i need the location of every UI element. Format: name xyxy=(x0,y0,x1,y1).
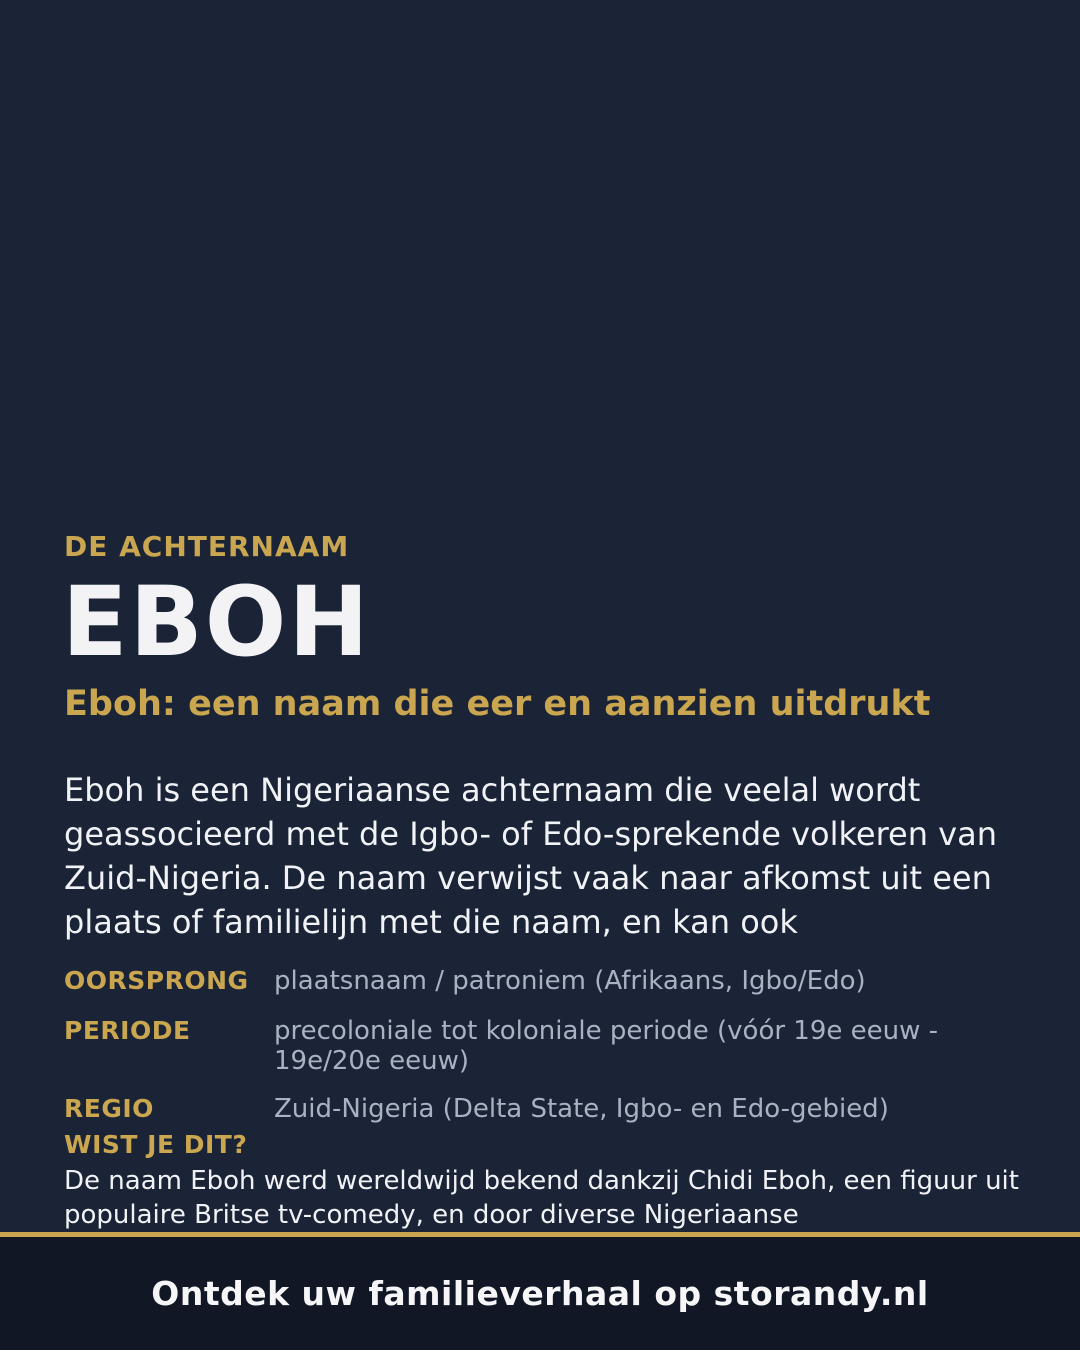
fact-value-region: Zuid-Nigeria (Delta State, Igbo- en Edo-gebied) xyxy=(274,1094,889,1124)
footer-cta[interactable]: Ontdek uw familieverhaal op storandy.nl xyxy=(151,1274,929,1313)
tagline: Eboh: een naam die eer en aanzien uitdrukt xyxy=(64,684,931,724)
fact-origin xyxy=(64,964,1024,998)
trivia-label: WIST JE DIT? xyxy=(64,1130,248,1159)
fact-label-origin: OORSPRONG xyxy=(64,966,249,995)
surname-title: EBOH xyxy=(62,566,371,678)
trivia-text: De naam Eboh werd wereldwijd bekend dankzij Chidi Eboh, een figuur uit populaire Britse tv-comedy, en door diverse Nigeriaanse xyxy=(64,1166,1019,1230)
eyebrow-label: DE ACHTERNAAM xyxy=(64,530,350,563)
fact-label-region: REGIO xyxy=(64,1094,154,1123)
fact-period xyxy=(64,1014,1024,1076)
fact-region xyxy=(64,1092,1024,1126)
facts-list xyxy=(64,964,1024,1142)
fact-value-period: precoloniale tot koloniale periode (vóór 19e eeuw - 19e/20e eeuw) xyxy=(274,1016,939,1076)
fact-label-period: PERIODE xyxy=(64,1016,191,1045)
footer-banner xyxy=(0,1232,1080,1350)
fact-value-origin: plaatsnaam / patroniem (Afrikaans, Igbo/Edo) xyxy=(274,966,866,996)
surname-description: Eboh is een Nigeriaanse achternaam die veelal wordt geassocieerd met de Igbo- of Edo-sprekende volkeren van Zuid-Nigeria. De naam verwijst vaak naar afkomst uit een plaats of familielijn met die naam, en kan ook xyxy=(64,771,997,941)
